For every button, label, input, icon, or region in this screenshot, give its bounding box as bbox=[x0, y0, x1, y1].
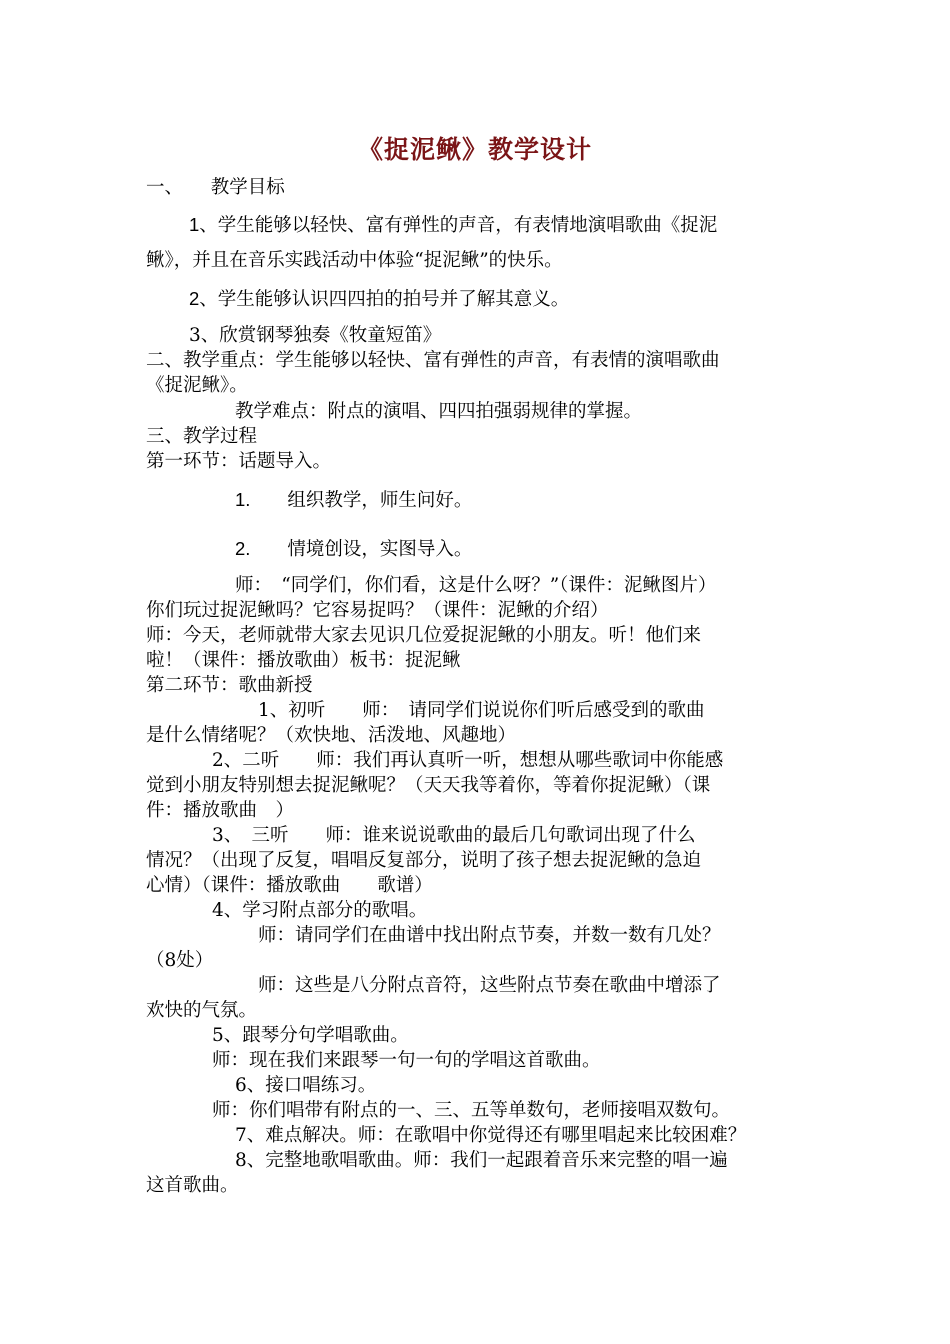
step-follow-piano: 5、跟琴分句学唱歌曲。 bbox=[212, 1025, 409, 1046]
second-listen-line-2: 觉到小朋友特别想去捉泥鳅呢？（天天我等着你，等着你捉泥鳅）（课 bbox=[146, 775, 711, 796]
first-listen-line-1: 1、初听 师： 请同学们说说你们听后感受到的歌曲 bbox=[258, 700, 705, 721]
step-follow-piano-teacher: 师：现在我们来跟琴一句一句的学唱这首歌曲。 bbox=[212, 1050, 601, 1071]
step-complete-line-1: 8、完整地歌唱歌曲。师：我们一起跟着音乐来完整的唱一遍 bbox=[235, 1150, 728, 1171]
step-2: 2. 情境创设，实图导入。 bbox=[235, 538, 473, 559]
third-listen-line-2: 情况？（出现了反复，唱唱反复部分，说明了孩子想去捉泥鳅的急迫 bbox=[146, 850, 702, 871]
key-point-line-2: 《捉泥鳅》。 bbox=[146, 375, 248, 396]
objective-2: 2、学生能够认识四四拍的拍号并了解其意义。 bbox=[189, 288, 570, 309]
dotted-rhythm-heading: 4、学习附点部分的歌唱。 bbox=[212, 900, 428, 921]
heading-process: 三、教学过程 bbox=[146, 426, 258, 447]
heading-objectives: 一、 教学目标 bbox=[146, 177, 285, 198]
step-call-response: 6、接口唱练习。 bbox=[235, 1075, 377, 1096]
document-title: 《捉泥鳅》教学设计 bbox=[357, 135, 592, 164]
objective-3: 3、欣赏钢琴独奏《牧童短笛》 bbox=[189, 325, 442, 346]
second-listen-line-3: 件：播放歌曲 ） bbox=[146, 800, 295, 821]
step-complete-line-2: 这首歌曲。 bbox=[146, 1175, 239, 1196]
dotted-rhythm-line-3: 师：这些是八分附点音符，这些附点节奏在歌曲中增添了 bbox=[258, 975, 721, 996]
dotted-rhythm-line-4: 欢快的气氛。 bbox=[146, 1000, 258, 1021]
step-1: 1. 组织教学，师生问好。 bbox=[235, 489, 473, 510]
third-listen-line-3: 心情）（课件：播放歌曲 歌谱） bbox=[146, 875, 433, 896]
dotted-rhythm-line-2: （8处） bbox=[146, 950, 214, 971]
dialog-line-2: 你们玩过捉泥鳅吗？它容易捉吗？（课件：泥鳅的介绍） bbox=[146, 600, 609, 621]
section-1-heading: 第一环节：话题导入。 bbox=[146, 451, 332, 472]
dialog-line-4: 啦！（课件：播放歌曲）板书：捉泥鳅 bbox=[146, 650, 461, 671]
dialog-line-1: 师： “同学们，你们看，这是什么呀？”（课件：泥鳅图片） bbox=[235, 575, 717, 596]
step-call-response-teacher: 师：你们唱带有附点的一、三、五等单数句，老师接唱双数句。 bbox=[212, 1100, 731, 1121]
step-difficulty: 7、难点解决。师：在歌唱中你觉得还有哪里唱起来比较困难？ bbox=[235, 1125, 747, 1146]
dotted-rhythm-line-1: 师：请同学们在曲谱中找出附点节奏，并数一数有几处？ bbox=[258, 925, 721, 946]
dialog-line-3: 师：今天，老师就带大家去见识几位爱捉泥鳅的小朋友。听！他们来 bbox=[146, 625, 702, 646]
difficult-point: 教学难点：附点的演唱、四四拍强弱规律的掌握。 bbox=[235, 401, 643, 422]
section-2-heading: 第二环节：歌曲新授 bbox=[146, 675, 313, 696]
objective-1-line-1: 1、学生能够以轻快、富有弹性的声音，有表情地演唱歌曲《捉泥 bbox=[189, 214, 718, 235]
third-listen-line-1: 3、 三听 师：谁来说说歌曲的最后几句歌词出现了什么 bbox=[212, 825, 696, 846]
objective-1-line-2: 鳅》，并且在音乐实践活动中体验“捉泥鳅”的快乐。 bbox=[146, 250, 563, 271]
first-listen-line-2: 是什么情绪呢？（欢快地、活泼地、风趣地） bbox=[146, 725, 517, 746]
key-point-line-1: 二、教学重点：学生能够以轻快、富有弹性的声音，有表情的演唱歌曲 bbox=[146, 350, 720, 371]
second-listen-line-1: 2、二听 师：我们再认真听一听，想想从哪些歌词中你能感 bbox=[212, 750, 724, 771]
